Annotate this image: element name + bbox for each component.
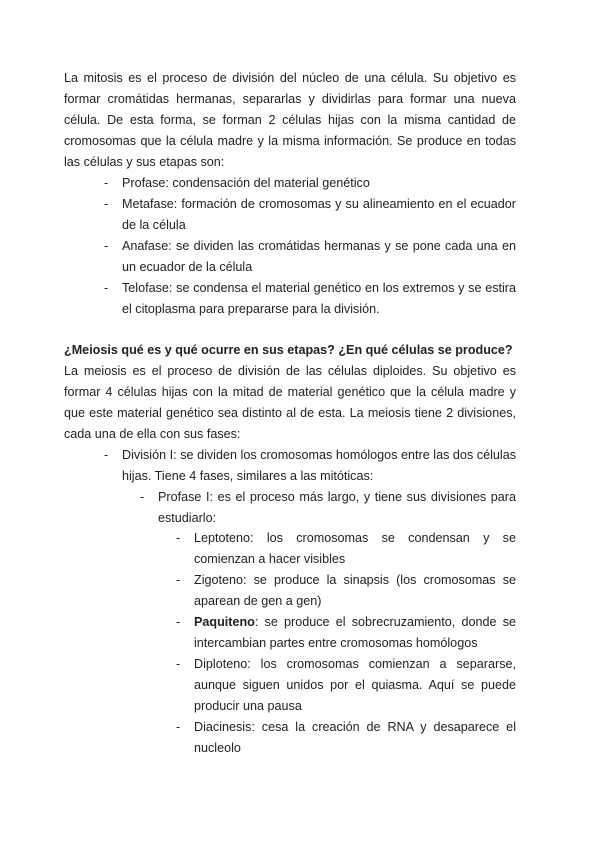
list-item-division-1: División I: se dividen los cromosomas homólogos entre las dos células hijas. Tiene 4 fases, similares a las mitóticas: <box>122 448 516 483</box>
bullet-dash: - <box>176 657 181 671</box>
mitosis-paragraph: La mitosis es el proceso de división del núcleo de una célula. Su objetivo es formar cromátidas hermanas, separarlas y dividirlas para formar una nueva célula. De esta forma, se forman 2 células hijas con la misma cantidad de cromosomas que la célula madre y la misma información. Se produce en todas las células y sus etapas son: <box>64 71 516 169</box>
list-item-paquiteno <box>194 612 516 654</box>
stage-text: Zigoteno: se produce la sinapsis (los cromosomas se aparean de gen a gen) <box>194 573 516 608</box>
list-item-metafase: Metafase: formación de cromosomas y su alineamiento en el ecuador de la célula <box>122 197 516 232</box>
stage-text: Leptoteno: los cromosomas se condensan y se comienzan a hacer visibles <box>194 531 516 566</box>
bullet-dash: - <box>104 448 109 462</box>
list-item-profase-1: Profase I: es el proceso más largo, y tiene sus divisiones para estudiarlo: <box>158 490 516 525</box>
stage-text: Diacinesis: cesa la creación de RNA y desaparece el nucleolo <box>194 720 516 755</box>
bullet-dash: - <box>176 615 181 629</box>
list-item-zigoteno <box>194 570 516 612</box>
bullet-dash: - <box>140 490 145 504</box>
meiosis-paragraph: La meiosis es el proceso de división de las células diploides. Su objetivo es formar 4 células hijas con la mitad de material genético que la célula madre y que este material genético sea distinto al de esta. La meiosis tiene 2 divisiones, cada una de ella con sus fases: <box>64 364 516 441</box>
bullet-dash: - <box>104 239 109 253</box>
meiosis-heading: ¿Meiosis qué es y qué ocurre en sus etapas? ¿En qué células se produce? <box>64 343 513 357</box>
stage-text: : se produce el sobrecruzamiento, donde se intercambian partes entre cromosomas homólogos <box>194 615 516 650</box>
list-item-profase: Profase: condensación del material genético <box>122 176 370 190</box>
stage-text: Diploteno: los cromosomas comienzan a separarse, aunque siguen unidos por el quiasma. Aquí se puede producir una pausa <box>194 657 516 713</box>
bullet-dash: - <box>176 720 181 734</box>
bullet-dash: - <box>176 531 181 545</box>
bullet-dash: - <box>104 281 109 295</box>
bullet-dash: - <box>104 176 109 190</box>
stage-term: Paquiteno <box>194 615 255 629</box>
list-item-telofase: Telofase: se condensa el material genético en los extremos y se estira el citoplasma para prepararse para la división. <box>122 281 516 316</box>
bullet-dash: - <box>176 573 181 587</box>
list-item-anafase: Anafase: se dividen las cromátidas hermanas y se pone cada una en un ecuador de la célula <box>122 239 516 274</box>
list-item-diacinesis <box>194 717 516 759</box>
bullet-dash: - <box>104 197 109 211</box>
list-item-leptoteno <box>194 528 516 570</box>
list-item-diploteno <box>194 654 516 717</box>
